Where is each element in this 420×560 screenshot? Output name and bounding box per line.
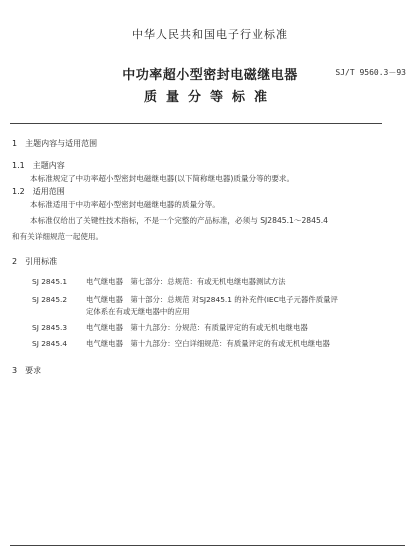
- section-1-2-heading: 1.2 适用范围: [12, 187, 65, 196]
- reference-row: [32, 322, 308, 333]
- section-1-1-heading: 1.1 主题内容: [12, 161, 65, 170]
- reference-title-continued: 定体系在有或无继电器中的应用: [86, 307, 190, 316]
- standard-number: SJ/T 9560.3－93: [335, 68, 406, 77]
- section-2-heading: 2 引用标准: [12, 257, 58, 266]
- reference-title: 电气继电器 第十九部分：分规范：有质量评定的有或无机电继电器: [86, 323, 308, 332]
- section-1-2-text: 本标准适用于中功率超小型密封电磁继电器的质量分等。: [30, 200, 220, 209]
- section-1-1-text: 本标准规定了中功率超小型密封电磁继电器(以下简称继电器)质量分等的要求。: [30, 174, 295, 183]
- standard-org-header: 中华人民共和国电子行业标准: [132, 28, 288, 41]
- reference-title: 电气继电器 第十部分：总规范 对SJ2845.1 的补充件(IEC电子元器件质量评: [86, 295, 338, 304]
- reference-code: SJ 2845.2: [32, 295, 68, 304]
- reference-code: SJ 2845.1: [32, 277, 68, 286]
- reference-code: SJ 2845.4: [32, 339, 68, 348]
- section-1-2-note-line1: 本标准仅给出了关键性技术指标，不是一个完整的产品标准，必须与 SJ2845.1～2845.4: [30, 216, 329, 225]
- reference-title: 电气继电器 第十九部分：空白详细规范：有质量评定的有或无机电继电器: [86, 339, 330, 348]
- header-divider: [10, 123, 382, 124]
- reference-title: 电气继电器 第七部分：总规范：有或无机电继电器测试方法: [86, 277, 286, 286]
- section-1-heading: 1 主题内容与适用范围: [12, 139, 98, 148]
- section-1-2-note-line2: 和有关详细规范一起使用。: [12, 232, 104, 241]
- reference-row: [32, 276, 286, 287]
- document-subtitle: 质量分等标准: [143, 90, 276, 105]
- document-title: 中功率超小型密封电磁继电器: [122, 68, 298, 83]
- reference-row: [32, 294, 338, 305]
- reference-row: [32, 338, 330, 349]
- footer-divider: [10, 545, 405, 546]
- reference-code: SJ 2845.3: [32, 323, 68, 332]
- section-3-heading: 3 要求: [12, 366, 42, 375]
